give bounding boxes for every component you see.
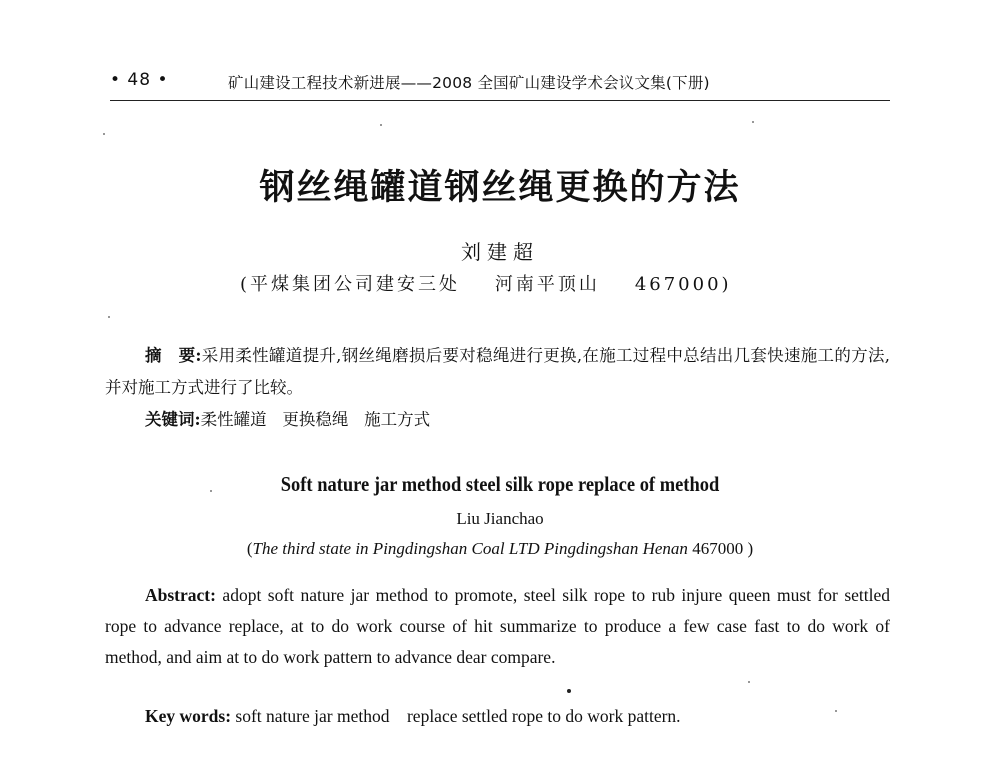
- scan-speck: [752, 121, 754, 123]
- cn-keyword: 施工方式: [364, 410, 431, 429]
- cn-affiliation: [240, 270, 732, 296]
- en-abstract-label: Abstract:: [145, 585, 216, 605]
- cn-title: 钢丝绳罐道钢丝绳更换的方法: [259, 168, 741, 208]
- cn-affiliation-open: (: [240, 274, 251, 295]
- en-author: Liu Jianchao: [456, 509, 544, 528]
- en-abstract: [105, 580, 890, 673]
- en-keyword: soft nature jar method: [235, 706, 390, 726]
- en-affiliation-org: The third state in Pingdingshan Coal LTD Pingdingshan Henan: [252, 539, 688, 558]
- cn-abstract: [105, 340, 890, 404]
- cn-affiliation-postcode: 467000: [634, 274, 722, 295]
- scan-speck: [103, 133, 105, 135]
- en-keywords: [145, 706, 681, 727]
- cn-abstract-text: 采用柔性罐道提升,钢丝绳磨损后要对稳绳进行更换,在施工过程中总结出几套快速施工的方法,并对施工方式进行了比较。: [105, 346, 890, 397]
- cn-affiliation-location: 河南平顶山: [494, 274, 600, 295]
- scan-speck: [835, 710, 837, 712]
- cn-author: 刘建超: [461, 240, 539, 264]
- cn-keyword: 更换稳绳: [282, 410, 349, 429]
- cn-affiliation-close: ): [721, 274, 732, 295]
- cn-abstract-label: 摘 要:: [145, 346, 202, 365]
- page-number: • 48 •: [110, 70, 169, 90]
- scan-speck: [108, 316, 110, 318]
- en-affiliation: [0, 539, 1000, 559]
- en-affiliation-close: ): [747, 539, 754, 558]
- scan-speck: [567, 689, 571, 693]
- cn-abstract-paragraph: [105, 340, 890, 404]
- scan-speck: [210, 490, 212, 492]
- en-keywords-label: Key words:: [145, 706, 232, 726]
- scan-speck: [380, 124, 382, 126]
- en-abstract-text: adopt soft nature jar method to promote, steel silk rope to rub injure queen must for settled rope to advance replace, at to do work course of hit summarize to produce a few case fast to do work of method, and aim at to do work pattern to advance dear compare.: [105, 585, 890, 667]
- cn-keywords-label: 关键词:: [145, 410, 201, 429]
- cn-keywords: [145, 406, 430, 430]
- page-header: [110, 70, 890, 101]
- en-title: Soft nature jar method steel silk rope replace of method: [280, 472, 720, 496]
- running-title: 矿山建设工程技术新进展——2008 全国矿山建设学术会议文集(下册): [228, 74, 710, 92]
- en-affiliation-open: (: [246, 539, 253, 558]
- scan-speck: [748, 681, 750, 683]
- cn-keyword: 柔性罐道: [200, 410, 267, 429]
- en-affiliation-postcode: 467000: [692, 539, 744, 558]
- en-keyword: replace settled rope to do work pattern.: [406, 706, 681, 726]
- cn-affiliation-org: 平煤集团公司建安三处: [250, 274, 461, 295]
